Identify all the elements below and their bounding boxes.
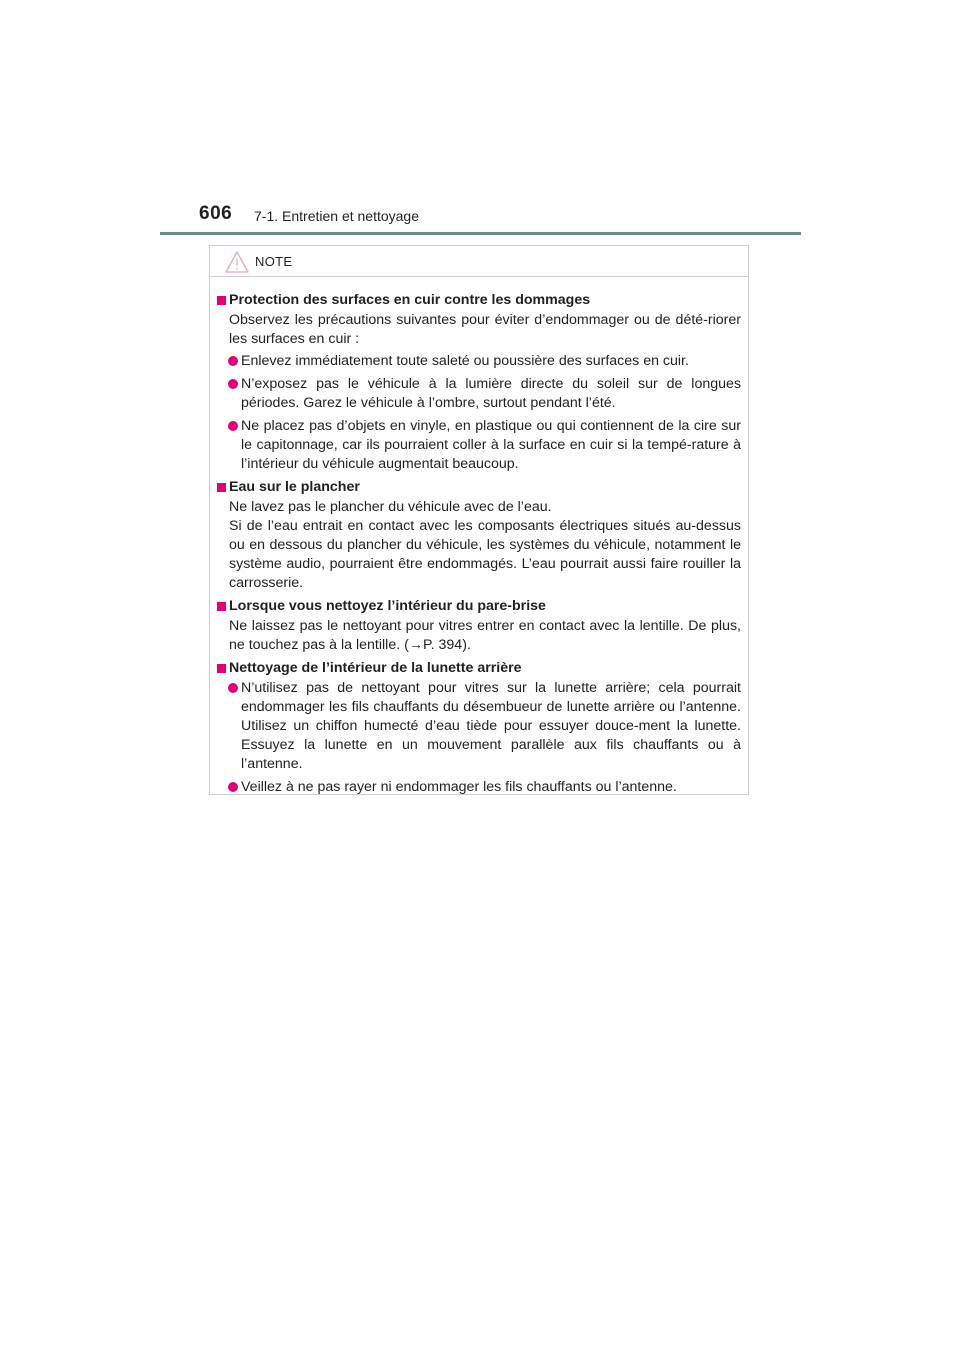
list-item — [217, 679, 741, 774]
list-item — [217, 352, 741, 371]
section-heading-text: Lorsque vous nettoyez l’intérieur du pare-brise — [229, 598, 546, 614]
square-bullet-icon — [217, 602, 226, 611]
square-bullet-icon — [217, 296, 226, 305]
note-section-floor-water — [217, 478, 741, 593]
note-box — [209, 245, 749, 795]
bullet-dot-icon — [228, 356, 238, 366]
section-paragraph: Ne laissez pas le nettoyant pour vitres entrer en contact avec la lentille. De plus, ne touchez pas à la lentille. (→P. 394). — [229, 618, 741, 653]
square-bullet-icon — [217, 483, 226, 492]
list-item — [217, 375, 741, 413]
section-heading-text: Nettoyage de l’intérieur de la lunette arrière — [229, 660, 522, 676]
page-number: 606 — [199, 203, 233, 224]
list-item-text: N’utilisez pas de nettoyant pour vitres sur la lunette arrière; cela pourrait endommager les fils chauffants du désembueur de lunette arrière ou l’antenne. Utilisez un chiffon humecté d’eau tiède pour essuyer douce-ment la lunette. Essuyez la lunette en un mouvement parallèle aux fils chauffants ou à l’antenne. — [241, 680, 741, 772]
list-item-text: Enlevez immédiatement toute saleté ou poussière des surfaces en cuir. — [241, 353, 689, 369]
section-heading — [217, 597, 741, 616]
list-item-text: Ne placez pas d’objets en vinyle, en plastique ou qui contiennent de la cire sur le capitonnage, car ils pourraient coller à la surface en cuir si la tempé-rature à l’intérieur du véhicule augmentait beaucoup. — [241, 418, 741, 472]
header-rule — [160, 232, 801, 235]
note-section-leather — [217, 291, 741, 474]
square-bullet-icon — [217, 664, 226, 673]
section-heading — [217, 478, 741, 497]
section-heading-text: Protection des surfaces en cuir contre les dommages — [229, 292, 591, 308]
list-item — [217, 778, 741, 797]
section-heading — [217, 659, 741, 678]
list-item — [217, 417, 741, 474]
note-section-rear-window — [217, 659, 741, 797]
warning-icon — [225, 251, 249, 273]
note-label: NOTE — [255, 254, 293, 269]
list-item-text: Veillez à ne pas rayer ni endommager les fils chauffants ou l’antenne. — [241, 779, 677, 795]
section-heading-text: Eau sur le plancher — [229, 479, 360, 495]
bullet-dot-icon — [228, 782, 238, 792]
bullet-dot-icon — [228, 683, 238, 693]
section-title: 7-1. Entretien et nettoyage — [254, 208, 419, 224]
list-item-text: N’exposez pas le véhicule à la lumière directe du soleil sur de longues périodes. Garez le véhicule à l’ombre, surtout pendant l’été. — [241, 376, 741, 411]
bullet-dot-icon — [228, 421, 238, 431]
section-paragraph: Si de l’eau entrait en contact avec les composants électriques situés au-dessus ou en dessous du plancher du véhicule, les systèmes du véhicule, notamment le système audio, pourraient être endommagés. L’eau pourrait aussi faire rouiller la carrosserie. — [229, 518, 741, 591]
note-section-windshield — [217, 597, 741, 655]
section-heading — [217, 291, 741, 310]
bullet-dot-icon — [228, 379, 238, 389]
section-paragraph: Observez les précautions suivantes pour éviter d’endommager ou de dété-riorer les surfaces en cuir : — [229, 312, 741, 347]
note-header — [210, 246, 748, 277]
section-paragraph: Ne lavez pas le plancher du véhicule avec de l’eau. — [229, 499, 552, 515]
note-body — [210, 277, 748, 797]
